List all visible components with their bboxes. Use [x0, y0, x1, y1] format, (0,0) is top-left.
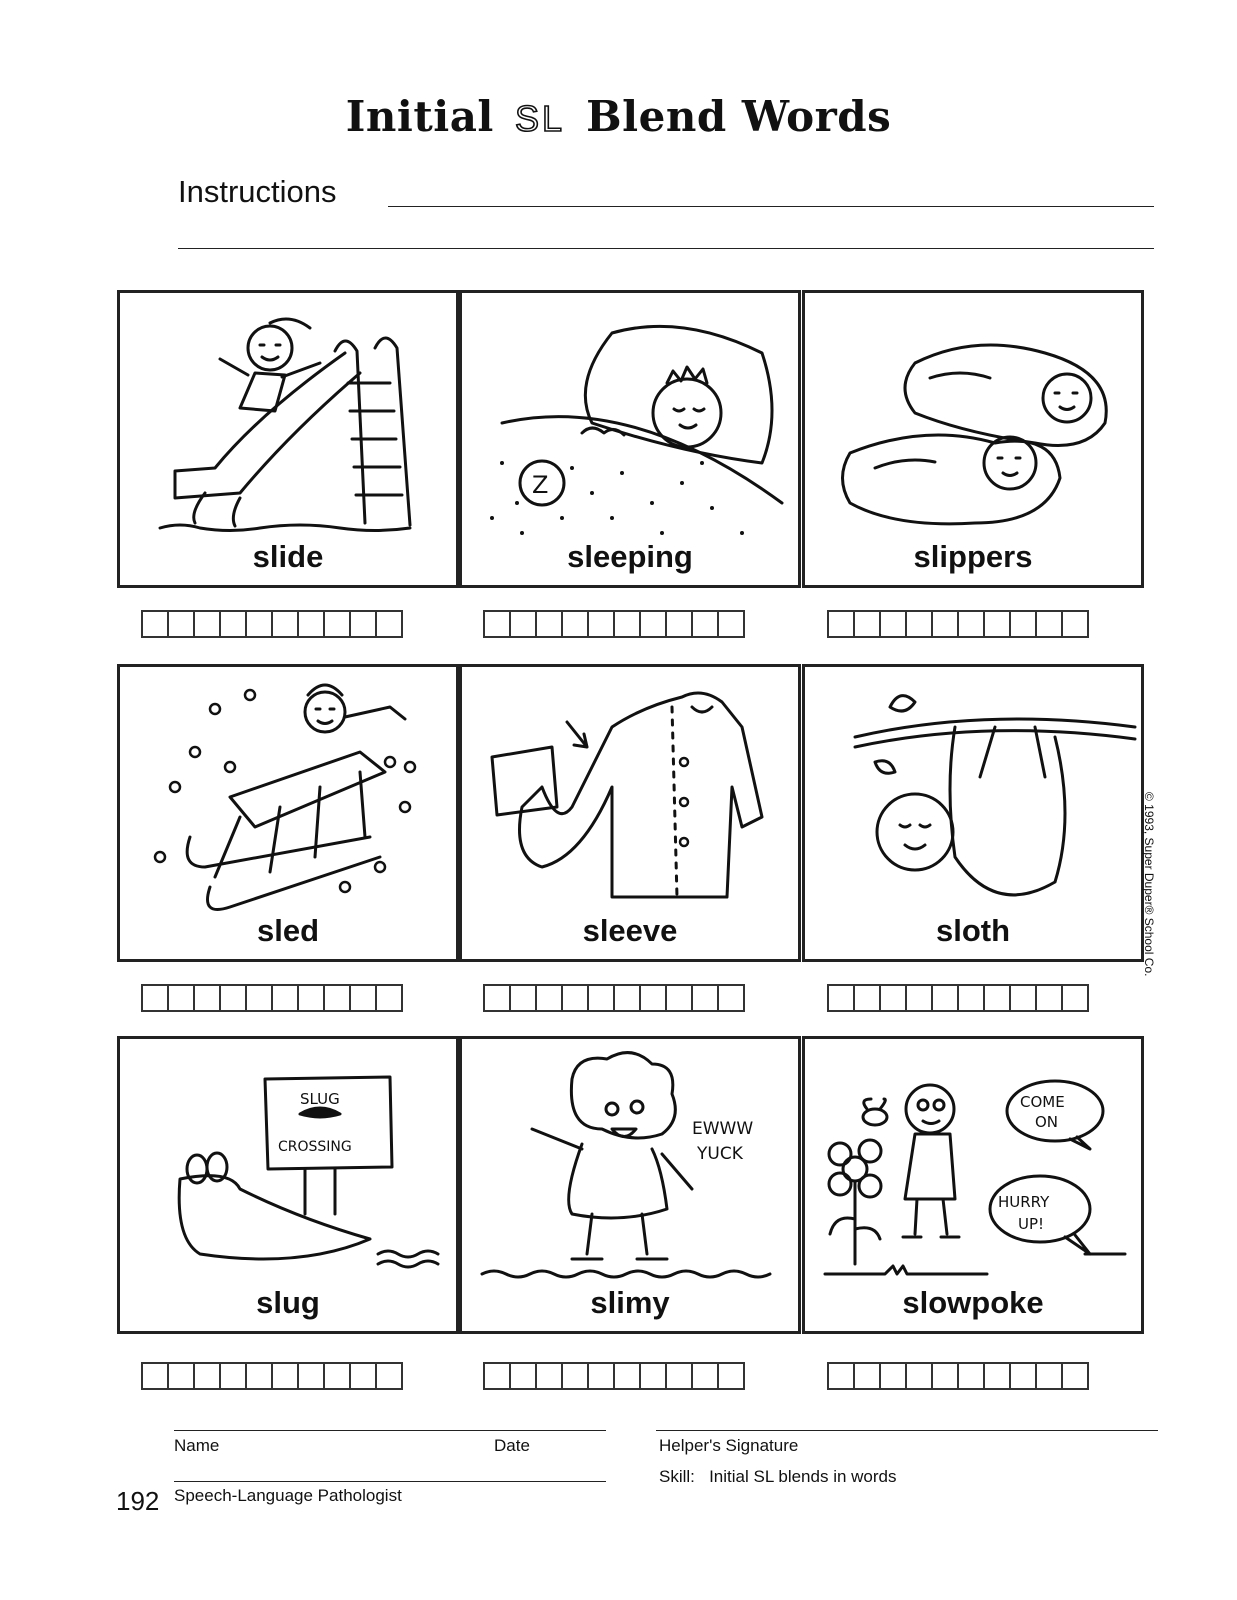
slowpoke-bubble-1b: ON	[1035, 1113, 1059, 1131]
card-sleeping	[459, 290, 801, 588]
helper-signature-label: Helper's Signature	[659, 1436, 799, 1455]
date-label: Date	[494, 1436, 530, 1455]
card-word: slippers	[913, 539, 1033, 574]
title-prefix: Initial	[345, 92, 494, 141]
instructions-line-1[interactable]	[388, 206, 1154, 207]
card-slowpoke	[802, 1036, 1144, 1334]
card-word: sleeping	[567, 539, 693, 574]
name-label: Name	[174, 1436, 220, 1455]
letter-boxes-sleeping[interactable]	[483, 610, 745, 638]
letter-boxes-sloth[interactable]	[827, 984, 1089, 1012]
letter-boxes-slide[interactable]	[141, 610, 403, 638]
letter-boxes-slowpoke[interactable]	[827, 1362, 1089, 1390]
page-number: 192	[116, 1486, 160, 1516]
card-word: sloth	[935, 913, 1011, 948]
letter-boxes-slippers[interactable]	[827, 610, 1089, 638]
title-blend: SL	[515, 98, 566, 139]
page-title	[0, 92, 1237, 141]
card-word: sled	[256, 913, 320, 948]
card-word: slowpoke	[902, 1285, 1044, 1320]
card-sloth	[802, 664, 1144, 962]
slowpoke-bubble-2a: HURRY	[998, 1193, 1050, 1211]
card-slide	[117, 290, 459, 588]
card-word: slimy	[590, 1285, 670, 1320]
instructions-line-2[interactable]	[178, 248, 1154, 249]
slowpoke-bubble-1a: COME	[1020, 1093, 1065, 1111]
skill-label: Skill:	[659, 1467, 695, 1486]
copyright-notice: © 1993, Super Duper® School Co.	[1142, 792, 1156, 977]
letter-boxes-slimy[interactable]	[483, 1362, 745, 1390]
slp-label: Speech-Language Pathologist	[174, 1486, 402, 1505]
slug-sign-line2: CROSSING	[278, 1139, 352, 1155]
slowpoke-bubble-2b: UP!	[1018, 1215, 1045, 1233]
name-date-line[interactable]	[174, 1430, 606, 1431]
slimy-text-1: EWWW	[692, 1119, 754, 1139]
card-slimy	[459, 1036, 801, 1334]
skill-value: Initial SL blends in words	[709, 1467, 897, 1486]
card-slippers	[802, 290, 1144, 588]
card-word: sleeve	[582, 913, 678, 948]
card-word: slide	[252, 539, 324, 574]
card-slug	[117, 1036, 459, 1334]
skill-line	[659, 1467, 897, 1487]
instructions-label: Instructions	[178, 174, 337, 209]
card-word: slug	[256, 1285, 320, 1320]
card-sleeve	[459, 664, 801, 962]
letter-boxes-slug[interactable]	[141, 1362, 403, 1390]
letter-boxes-sleeve[interactable]	[483, 984, 745, 1012]
letter-boxes-sled[interactable]	[141, 984, 403, 1012]
slug-sign-line1: SLUG	[300, 1090, 340, 1108]
title-suffix: Blend Words	[586, 92, 892, 141]
snore-text: Z	[532, 471, 549, 499]
slp-line[interactable]	[174, 1481, 606, 1482]
slimy-text-2: YUCK	[697, 1144, 743, 1164]
card-sled	[117, 664, 459, 962]
helper-signature-line[interactable]	[656, 1430, 1158, 1431]
